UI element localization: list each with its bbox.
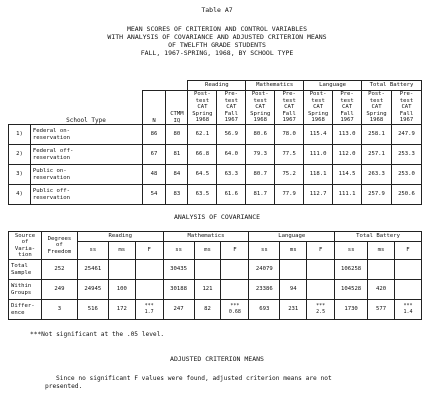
school-type-cell: Public off- reservation — [30, 185, 142, 205]
mean-value-cell: 118.1 — [304, 165, 333, 185]
ancova-value-cell: 420 — [368, 280, 395, 300]
title-line-3: OF TWELFTH GRADE STUDENTS — [168, 41, 266, 49]
mean-value-cell: 78.0 — [275, 125, 304, 145]
mean-value-cell: 81.7 — [246, 185, 275, 205]
footnote: ***Not significant at the .05 level. — [30, 331, 165, 338]
mean-value-cell: 56.9 — [217, 125, 246, 145]
ancova-value-cell: 231 — [280, 300, 307, 320]
ancova-value-cell: 106258 — [335, 260, 368, 280]
ancova-value-cell — [307, 260, 335, 280]
f-value-cell: *** 1.4 — [394, 300, 421, 320]
ancova-f-header: F — [135, 242, 163, 260]
ancova-value-cell: 25461 — [77, 260, 108, 280]
school-type-cell: Federal on- reservation — [30, 125, 142, 145]
total-post-header: Post- test CAT Spring 1968 — [362, 91, 392, 125]
f-value-cell: *** 2.5 — [307, 300, 335, 320]
reading-post-header: Post- test CAT Spring 1968 — [188, 91, 217, 125]
mean-value-cell: 61.6 — [217, 185, 246, 205]
means-row — [9, 145, 422, 165]
mean-value-cell: 253.0 — [391, 165, 421, 185]
mean-value-cell: 250.6 — [391, 185, 421, 205]
ancova-table — [8, 231, 422, 320]
n-header: N — [142, 91, 166, 125]
f-marker: *** — [403, 303, 413, 310]
ancova-value-cell: 121 — [194, 280, 221, 300]
title-line-1: MEAN SCORES OF CRITERION AND CONTROL VARIABLES — [126, 25, 307, 33]
ancova-row — [9, 300, 422, 320]
school-type-cell: Federal off- reservation — [30, 145, 142, 165]
mean-value-cell: 77.9 — [275, 185, 304, 205]
ancova-value-cell: 30188 — [163, 280, 194, 300]
ancova-value-cell: 24945 — [77, 280, 108, 300]
ancova-value-cell: 247 — [163, 300, 194, 320]
ancova-ss-header: ss — [249, 242, 280, 260]
mean-value-cell: 79.3 — [246, 145, 275, 165]
ancova-value-cell: 172 — [108, 300, 135, 320]
iq-cell: 83 — [166, 185, 188, 205]
row-number: 4) — [9, 185, 31, 205]
ancova-value-cell — [394, 280, 421, 300]
n-cell: 86 — [142, 125, 166, 145]
f-marker: *** — [230, 303, 240, 310]
source-cell: Total Sample — [9, 260, 42, 280]
df-cell: 249 — [41, 280, 77, 300]
ctmm-iq-header: CTMM IQ — [166, 91, 188, 125]
mean-value-cell: 64.5 — [188, 165, 217, 185]
mean-value-cell: 258.1 — [362, 125, 392, 145]
df-cell: 3 — [41, 300, 77, 320]
ancova-value-cell — [108, 260, 135, 280]
row-number: 1) — [9, 125, 31, 145]
df-cell: 252 — [41, 260, 77, 280]
adjusted-title: ADJUSTED CRITERION MEANS — [170, 355, 264, 363]
ancova-value-cell — [221, 260, 249, 280]
mean-value-cell: 111.0 — [304, 145, 333, 165]
ancova-value-cell: 100 — [108, 280, 135, 300]
source-header: Source of Varia- tion — [9, 232, 42, 260]
ancova-f-header: F — [221, 242, 249, 260]
language-post-header: Post- test CAT Spring 1968 — [304, 91, 333, 125]
mean-value-cell: 62.1 — [188, 125, 217, 145]
ancova-ms-header: ms — [368, 242, 395, 260]
ancova-ms-header: ms — [194, 242, 221, 260]
closing-line-1: Since no significant F values were found, adjusted criterion means are not — [56, 375, 332, 382]
mean-value-cell: 257.9 — [362, 185, 392, 205]
mean-value-cell: 80.6 — [246, 125, 275, 145]
means-row — [9, 185, 422, 205]
mean-value-cell: 63.5 — [188, 185, 217, 205]
ancova-value-cell — [135, 280, 163, 300]
mean-value-cell: 113.0 — [333, 125, 362, 145]
ancova-value-cell: 30435 — [163, 260, 194, 280]
mean-value-cell: 66.8 — [188, 145, 217, 165]
ancova-value-cell: 24079 — [249, 260, 280, 280]
school-type-cell: Public on- reservation — [30, 165, 142, 185]
ancova-title: ANALYSIS OF COVARIANCE — [173, 213, 261, 221]
ancova-ss-header: ss — [335, 242, 368, 260]
f-value-cell: *** 0.68 — [221, 300, 249, 320]
title-line-4: FALL, 1967-SPRING, 1968, BY SCHOOL TYPE — [140, 49, 294, 57]
source-cell: Differ- ence — [9, 300, 42, 320]
ancova-reading-header: Reading — [77, 232, 163, 242]
mean-value-cell: 80.7 — [246, 165, 275, 185]
language-group-header: Language — [304, 81, 362, 91]
ancova-value-cell: 577 — [368, 300, 395, 320]
n-cell: 67 — [142, 145, 166, 165]
math-pre-header: Pre- test CAT Fall 1967 — [275, 91, 304, 125]
ancova-value-cell: 23386 — [249, 280, 280, 300]
source-cell: Within Groups — [9, 280, 42, 300]
ancova-value-cell: 104528 — [335, 280, 368, 300]
ancova-total-header: Total Battery — [335, 232, 422, 242]
mean-value-cell: 114.5 — [333, 165, 362, 185]
table-label: Table A7 — [201, 6, 233, 14]
ancova-value-cell — [221, 280, 249, 300]
ancova-ss-header: ss — [77, 242, 108, 260]
ancova-value-cell: 516 — [77, 300, 108, 320]
iq-cell: 81 — [166, 145, 188, 165]
mean-value-cell: 263.3 — [362, 165, 392, 185]
n-cell: 48 — [142, 165, 166, 185]
f-value-cell: *** 1.7 — [135, 300, 163, 320]
mean-value-cell: 77.5 — [275, 145, 304, 165]
ancova-value-cell: 1730 — [335, 300, 368, 320]
ancova-value-cell — [280, 260, 307, 280]
reading-group-header: Reading — [188, 81, 246, 91]
means-row — [9, 125, 422, 145]
n-cell: 54 — [142, 185, 166, 205]
mean-value-cell: 111.1 — [333, 185, 362, 205]
mean-value-cell: 63.3 — [217, 165, 246, 185]
ancova-ms-header: ms — [280, 242, 307, 260]
means-row — [9, 165, 422, 185]
ancova-f-header: F — [394, 242, 421, 260]
iq-cell: 84 — [166, 165, 188, 185]
ancova-ss-header: ss — [163, 242, 194, 260]
math-group-header: Mathematics — [246, 81, 304, 91]
mean-value-cell: 115.4 — [304, 125, 333, 145]
ancova-value-cell — [307, 280, 335, 300]
ancova-row — [9, 280, 422, 300]
f-marker: *** — [144, 303, 154, 310]
ancova-language-header: Language — [249, 232, 335, 242]
total-pre-header: Pre- test CAT Fall 1967 — [391, 91, 421, 125]
mean-value-cell: 247.9 — [391, 125, 421, 145]
ancova-f-header: F — [307, 242, 335, 260]
row-number: 2) — [9, 145, 31, 165]
ancova-value-cell — [394, 260, 421, 280]
closing-line-2: presented. — [45, 383, 83, 390]
language-pre-header: Pre- test CAT Fall 1967 — [333, 91, 362, 125]
ancova-value-cell — [368, 260, 395, 280]
mean-value-cell: 112.7 — [304, 185, 333, 205]
ancova-value-cell: 693 — [249, 300, 280, 320]
reading-pre-header: Pre- test CAT Fall 1967 — [217, 91, 246, 125]
ancova-ms-header: ms — [108, 242, 135, 260]
ancova-math-header: Mathematics — [163, 232, 249, 242]
mean-value-cell: 253.3 — [391, 145, 421, 165]
row-number: 3) — [9, 165, 31, 185]
f-marker: *** — [316, 303, 326, 310]
mean-value-cell: 112.0 — [333, 145, 362, 165]
math-post-header: Post- test CAT Spring 1968 — [246, 91, 275, 125]
school-type-header: School Type — [66, 116, 106, 124]
total-group-header: Total Battery — [362, 81, 422, 91]
mean-value-cell: 257.1 — [362, 145, 392, 165]
iq-cell: 80 — [166, 125, 188, 145]
ancova-value-cell — [135, 260, 163, 280]
df-header: Degrees of Freedom — [41, 232, 77, 260]
ancova-value-cell: 94 — [280, 280, 307, 300]
ancova-row — [9, 260, 422, 280]
means-table — [8, 80, 422, 205]
mean-value-cell: 64.0 — [217, 145, 246, 165]
ancova-value-cell: 82 — [194, 300, 221, 320]
ancova-value-cell — [194, 260, 221, 280]
title-line-2: WITH ANALYSIS OF COVARIANCE AND ADJUSTED CRITERION MEANS — [107, 33, 327, 41]
mean-value-cell: 75.2 — [275, 165, 304, 185]
